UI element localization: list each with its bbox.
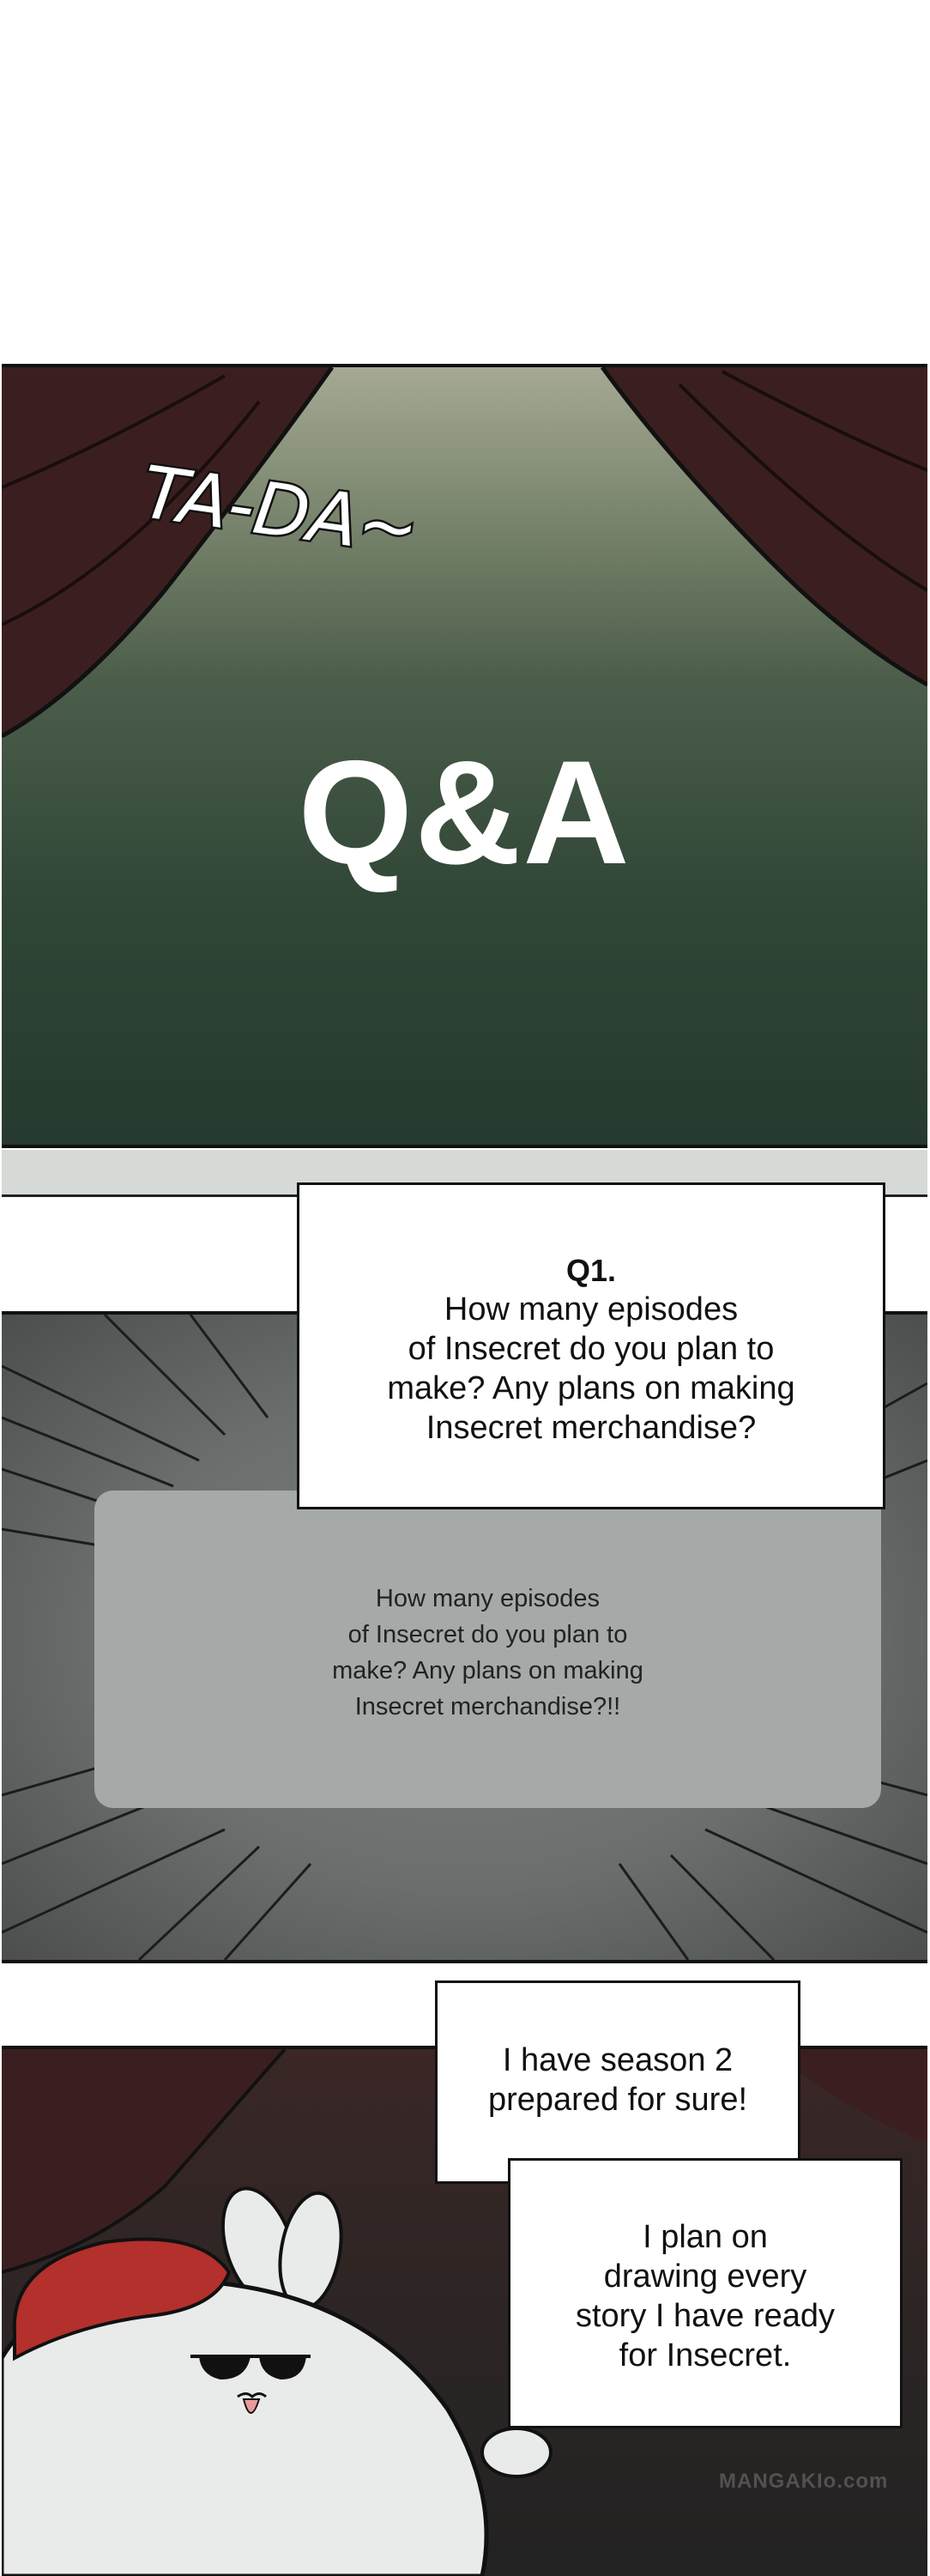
answer-bubble-1: I have season 2 prepared for sure!: [435, 1980, 800, 2184]
stage-panel: [2, 364, 927, 1148]
answer-bubble-2: I plan on drawing every story I have ready for Insecret.: [508, 2158, 903, 2428]
right-curtain: [602, 367, 927, 685]
question-text: How many episodes of Insecret do you plan to make? Any plans on making Insecret merchandise?: [387, 1291, 795, 1446]
display-screen: [94, 1491, 881, 1808]
screen-question-text: How many episodes of Insecret do you plan to make? Any plans on making Insecret merchandise?!!: [332, 1585, 643, 1720]
tada-sfx: [130, 462, 525, 599]
question-box: [297, 1182, 885, 1509]
tada-text: TA-DA~: [136, 462, 425, 572]
tada-lettering: [130, 462, 525, 599]
qa-title: Q&A: [298, 730, 631, 895]
question-number: Q1.: [565, 1253, 617, 1288]
site-watermark: MANGAKIo.com: [719, 2470, 889, 2493]
